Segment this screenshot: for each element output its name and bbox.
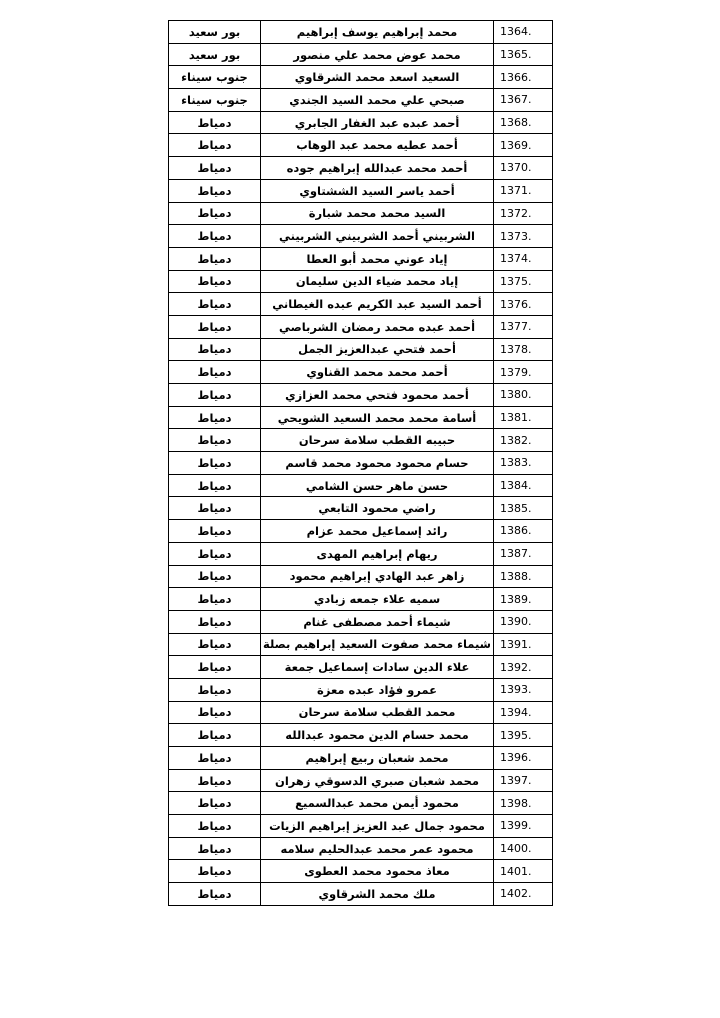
- name-cell: محمد إبراهيم يوسف إبراهيم: [261, 21, 494, 44]
- number-cell: 1390.: [494, 610, 553, 633]
- table-row: [169, 883, 553, 906]
- number-cell: 1366.: [494, 66, 553, 89]
- governorate-cell: دمياط: [169, 179, 261, 202]
- number-cell: 1373.: [494, 225, 553, 248]
- table-row: [169, 247, 553, 270]
- table-row: [169, 21, 553, 44]
- name-cell: أحمد عبده محمد رمضان الشرباصي: [261, 315, 494, 338]
- name-cell: أحمد فتحي عبدالعزيز الجمل: [261, 338, 494, 361]
- name-cell: زاهر عبد الهادي إبراهيم محمود: [261, 565, 494, 588]
- table-row: [169, 633, 553, 656]
- name-cell: أحمد محمد محمد القناوي: [261, 361, 494, 384]
- number-cell: 1369.: [494, 134, 553, 157]
- number-cell: 1370.: [494, 157, 553, 180]
- name-cell: معاذ محمود محمد العطوى: [261, 860, 494, 883]
- governorate-cell: دمياط: [169, 406, 261, 429]
- governorate-cell: دمياط: [169, 860, 261, 883]
- governorate-cell: دمياط: [169, 747, 261, 770]
- number-cell: 1391.: [494, 633, 553, 656]
- number-cell: 1395.: [494, 724, 553, 747]
- name-cell: شيماء محمد صفوت السعيد إبراهيم بصلة: [261, 633, 494, 656]
- name-cell: عمرو فؤاد عبده معزة: [261, 678, 494, 701]
- table-row: [169, 678, 553, 701]
- name-cell: محمد عوض محمد علي منصور: [261, 43, 494, 66]
- number-cell: 1371.: [494, 179, 553, 202]
- number-cell: 1383.: [494, 452, 553, 475]
- governorate-cell: دمياط: [169, 247, 261, 270]
- name-cell: أحمد عبده عبد الغفار الجابري: [261, 111, 494, 134]
- table-row: [169, 293, 553, 316]
- governorate-cell: بور سعيد: [169, 43, 261, 66]
- table-row: [169, 384, 553, 407]
- table-row: [169, 202, 553, 225]
- number-cell: 1382.: [494, 429, 553, 452]
- governorate-cell: دمياط: [169, 474, 261, 497]
- table-row: [169, 225, 553, 248]
- number-cell: 1399.: [494, 815, 553, 838]
- table-row: [169, 565, 553, 588]
- table-row: [169, 315, 553, 338]
- governorate-cell: دمياط: [169, 588, 261, 611]
- governorate-cell: دمياط: [169, 724, 261, 747]
- name-cell: أحمد ياسر السيد الششتاوي: [261, 179, 494, 202]
- governorate-cell: دمياط: [169, 384, 261, 407]
- name-cell: راضي محمود التابعي: [261, 497, 494, 520]
- number-cell: 1374.: [494, 247, 553, 270]
- governorate-cell: دمياط: [169, 837, 261, 860]
- name-cell: سميه علاء جمعه زبادي: [261, 588, 494, 611]
- governorate-cell: دمياط: [169, 111, 261, 134]
- number-cell: 1380.: [494, 384, 553, 407]
- number-cell: 1402.: [494, 883, 553, 906]
- name-cell: محمد شعبان صبري الدسوقي زهران: [261, 769, 494, 792]
- name-cell: السعيد اسعد محمد الشرقاوي: [261, 66, 494, 89]
- number-cell: 1381.: [494, 406, 553, 429]
- name-cell: إياد محمد ضياء الدين سليمان: [261, 270, 494, 293]
- number-cell: 1400.: [494, 837, 553, 860]
- governorate-cell: جنوب سيناء: [169, 66, 261, 89]
- table-row: [169, 656, 553, 679]
- number-cell: 1387.: [494, 542, 553, 565]
- governorate-cell: بور سعيد: [169, 21, 261, 44]
- name-cell: حسام محمود محمود محمد قاسم: [261, 452, 494, 475]
- table-row: [169, 429, 553, 452]
- table-row: [169, 89, 553, 112]
- name-cell: ريهام إبراهيم المهدى: [261, 542, 494, 565]
- number-cell: 1385.: [494, 497, 553, 520]
- number-cell: 1375.: [494, 270, 553, 293]
- governorate-cell: دمياط: [169, 883, 261, 906]
- name-cell: أحمد محمد عبدالله إبراهيم جوده: [261, 157, 494, 180]
- governorate-cell: جنوب سيناء: [169, 89, 261, 112]
- table-row: [169, 860, 553, 883]
- table-row: [169, 724, 553, 747]
- table-row: [169, 815, 553, 838]
- governorate-cell: دمياط: [169, 815, 261, 838]
- governorate-cell: دمياط: [169, 633, 261, 656]
- number-cell: 1377.: [494, 315, 553, 338]
- table-row: [169, 792, 553, 815]
- name-cell: محمد القطب سلامة سرحان: [261, 701, 494, 724]
- governorate-cell: دمياط: [169, 338, 261, 361]
- names-table: [168, 20, 553, 906]
- table-row: [169, 610, 553, 633]
- table-row: [169, 270, 553, 293]
- name-cell: ملك محمد الشرقاوي: [261, 883, 494, 906]
- name-cell: إياد عوني محمد أبو العطا: [261, 247, 494, 270]
- governorate-cell: دمياط: [169, 678, 261, 701]
- name-cell: محمد شعبان ربيع إبراهيم: [261, 747, 494, 770]
- name-cell: الشربيني أحمد الشربيني الشربيني: [261, 225, 494, 248]
- name-cell: السيد محمد محمد شبارة: [261, 202, 494, 225]
- governorate-cell: دمياط: [169, 270, 261, 293]
- number-cell: 1398.: [494, 792, 553, 815]
- governorate-cell: دمياط: [169, 293, 261, 316]
- table-row: [169, 497, 553, 520]
- governorate-cell: دمياط: [169, 202, 261, 225]
- name-cell: محمد حسام الدين محمود عبدالله: [261, 724, 494, 747]
- governorate-cell: دمياط: [169, 157, 261, 180]
- governorate-cell: دمياط: [169, 656, 261, 679]
- number-cell: 1364.: [494, 21, 553, 44]
- name-cell: محمود أيمن محمد عبدالسميع: [261, 792, 494, 815]
- table-row: [169, 588, 553, 611]
- governorate-cell: دمياط: [169, 769, 261, 792]
- number-cell: 1368.: [494, 111, 553, 134]
- table-row: [169, 134, 553, 157]
- name-cell: محمود عمر محمد عبدالحليم سلامه: [261, 837, 494, 860]
- table-row: [169, 837, 553, 860]
- name-cell: أسامة محمد محمد السعيد الشويحي: [261, 406, 494, 429]
- table-row: [169, 111, 553, 134]
- name-cell: شيماء أحمد مصطفى غنام: [261, 610, 494, 633]
- governorate-cell: دمياط: [169, 429, 261, 452]
- number-cell: 1384.: [494, 474, 553, 497]
- table-row: [169, 338, 553, 361]
- table-row: [169, 701, 553, 724]
- number-cell: 1392.: [494, 656, 553, 679]
- governorate-cell: دمياط: [169, 452, 261, 475]
- number-cell: 1393.: [494, 678, 553, 701]
- number-cell: 1376.: [494, 293, 553, 316]
- governorate-cell: دمياط: [169, 497, 261, 520]
- table-row: [169, 66, 553, 89]
- number-cell: 1365.: [494, 43, 553, 66]
- table-row: [169, 406, 553, 429]
- number-cell: 1367.: [494, 89, 553, 112]
- name-cell: علاء الدين سادات إسماعيل جمعة: [261, 656, 494, 679]
- number-cell: 1372.: [494, 202, 553, 225]
- name-cell: حبيبه القطب سلامة سرحان: [261, 429, 494, 452]
- number-cell: 1397.: [494, 769, 553, 792]
- governorate-cell: دمياط: [169, 134, 261, 157]
- governorate-cell: دمياط: [169, 792, 261, 815]
- governorate-cell: دمياط: [169, 610, 261, 633]
- governorate-cell: دمياط: [169, 225, 261, 248]
- table-row: [169, 520, 553, 543]
- table-row: [169, 769, 553, 792]
- number-cell: 1394.: [494, 701, 553, 724]
- number-cell: 1396.: [494, 747, 553, 770]
- name-cell: رائد إسماعيل محمد عزام: [261, 520, 494, 543]
- governorate-cell: دمياط: [169, 361, 261, 384]
- number-cell: 1401.: [494, 860, 553, 883]
- table-row: [169, 747, 553, 770]
- name-cell: محمود جمال عبد العزيز إبراهيم الزيات: [261, 815, 494, 838]
- table-row: [169, 542, 553, 565]
- table-row: [169, 157, 553, 180]
- table-row: [169, 474, 553, 497]
- number-cell: 1389.: [494, 588, 553, 611]
- name-cell: صبحي علي محمد السيد الجندي: [261, 89, 494, 112]
- number-cell: 1378.: [494, 338, 553, 361]
- table-row: [169, 43, 553, 66]
- name-cell: أحمد محمود فتحي محمد العزازي: [261, 384, 494, 407]
- name-cell: أحمد عطيه محمد عبد الوهاب: [261, 134, 494, 157]
- name-cell: حسن ماهر حسن الشامي: [261, 474, 494, 497]
- governorate-cell: دمياط: [169, 542, 261, 565]
- governorate-cell: دمياط: [169, 520, 261, 543]
- names-table-body: [169, 21, 553, 906]
- name-cell: أحمد السيد عبد الكريم عبده الغيطاني: [261, 293, 494, 316]
- table-row: [169, 361, 553, 384]
- table-row: [169, 179, 553, 202]
- governorate-cell: دمياط: [169, 701, 261, 724]
- governorate-cell: دمياط: [169, 315, 261, 338]
- governorate-cell: دمياط: [169, 565, 261, 588]
- number-cell: 1388.: [494, 565, 553, 588]
- table-row: [169, 452, 553, 475]
- number-cell: 1379.: [494, 361, 553, 384]
- number-cell: 1386.: [494, 520, 553, 543]
